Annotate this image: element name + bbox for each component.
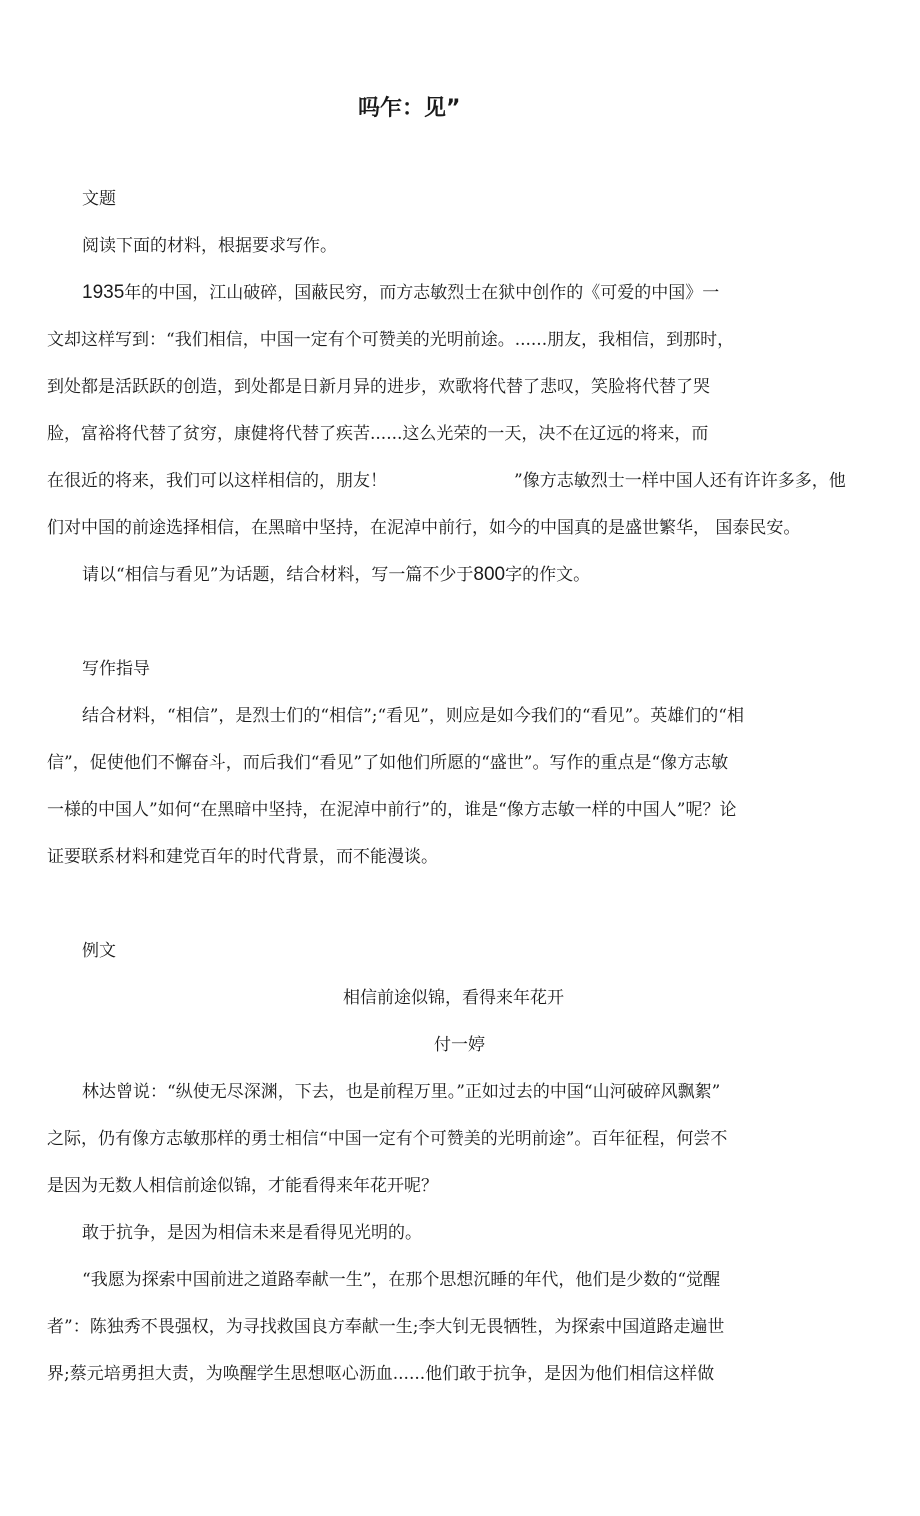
essay-line-7: 界;蔡元培勇担大责，为唤醒学生思想呕心沥血......他们敢于抗争，是因为他们相信这样做: [47, 1364, 715, 1384]
guide-line-1: 结合材料，“相信”，是烈士们的“相信”;“看见”，则应是如今我们的“看见”。英雄们的“相: [82, 706, 744, 726]
requirement-number: 800: [473, 564, 506, 585]
essay-line-5: “我愿为探索中国前进之道路奉献一生”，在那个思想沉睡的年代，他们是少数的“觉醒: [82, 1270, 721, 1290]
section-heading-guide: 写作指导: [82, 659, 150, 679]
section-heading-prompt: 文题: [82, 189, 116, 209]
material-line-1-text: 年的中国，江山破碎，国蔽民穷，而方志敏烈士在狱中创作的《可爱的中国》一: [124, 283, 720, 303]
essay-author: 付一婷: [434, 1035, 485, 1055]
essay-title: 相信前途似锦，看得来年花开: [343, 988, 564, 1008]
section-heading-example: 例文: [82, 941, 116, 961]
requirement-after: 字的作文。: [505, 565, 591, 585]
material-line-2: 文却这样写到：“我们相信，中国一定有个可赞美的光明前途。......朋友，我相信，到那时，: [47, 330, 735, 350]
guide-line-4: 证要联系材料和建党百年的时代背景，而不能漫谈。: [47, 847, 438, 867]
document-title: 吗乍：见”: [358, 96, 461, 121]
material-year: 1935: [82, 282, 125, 303]
essay-line-4: 敢于抗争，是因为相信未来是看得见光明的。: [82, 1223, 422, 1243]
material-line-3: 到处都是活跃跃的创造，到处都是日新月异的进步，欢歌将代替了悲叹，笑脸将代替了哭: [47, 377, 710, 397]
essay-line-3: 是因为无数人相信前途似锦，才能看得来年花开呢？: [47, 1176, 438, 1196]
instruction-text: 阅读下面的材料，根据要求写作。: [82, 236, 337, 256]
guide-line-2: 信”，促使他们不懈奋斗，而后我们“看见”了如他们所愿的“盛世”。写作的重点是“像方志敏: [47, 753, 729, 773]
material-line-5a: 在很近的将来，我们可以这样相信的，朋友！: [47, 471, 387, 491]
material-line-1: [82, 282, 719, 304]
material-line-5b: ”像方志敏烈士一样中国人还有许许多多，他: [514, 471, 846, 491]
requirement-line: [82, 564, 590, 586]
guide-line-3: 一様的中国人”如何“在黑暗中坚持，在泥淖中前行”的，谁是“像方志敏一样的中国人”呢？论: [47, 800, 737, 820]
essay-line-1: 林达曾说：“纵使无尽深渊，下去，也是前程万里。”正如过去的中国“山河破碎风飘絮”: [82, 1082, 721, 1102]
requirement-before: 请以“相信与看见”为话题，结合材料，写一篇不少于: [82, 565, 474, 585]
material-line-6: 们对中国的前途选择相信，在黑暗中坚持，在泥淖中前行，如今的中国真的是盛世繁华， 国泰民安。: [47, 518, 801, 538]
essay-line-6: 者”：陈独秀不畏强权，为寻找救国良方奉献一生;李大钊无畏牺牲，为探索中国道路走遍世: [47, 1317, 725, 1337]
material-line-4: 脸，富裕将代替了贫穷，康健将代替了疾苦......这么光荣的一天，决不在辽远的将来，而: [47, 424, 709, 444]
essay-line-2: 之际，仍有像方志敏那样的勇士相信“中国一定有个可赞美的光明前途”。百年征程，何尝不: [47, 1129, 728, 1149]
